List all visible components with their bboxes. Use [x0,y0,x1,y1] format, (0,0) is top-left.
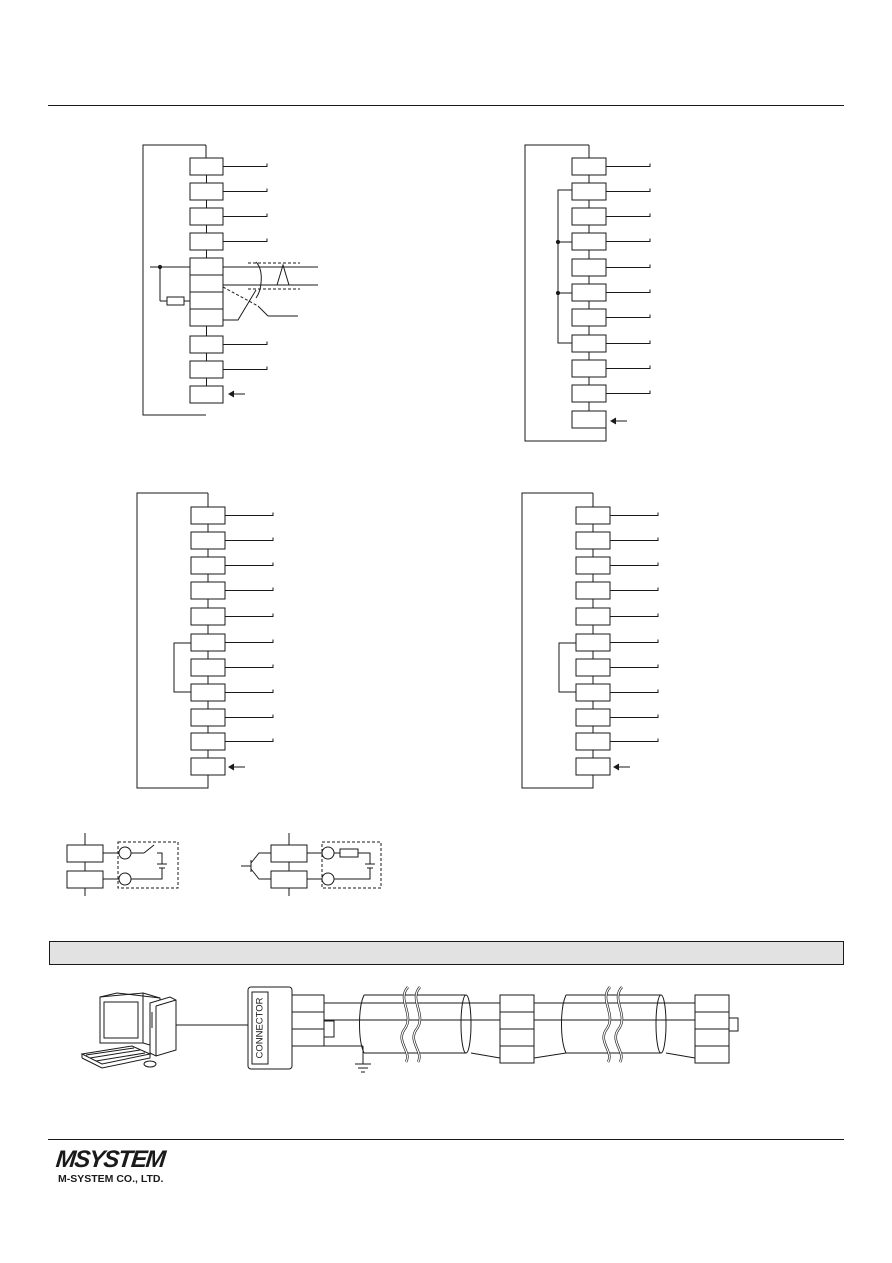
panel-a-terminal-11 [190,386,223,403]
panel-d-lead-5 [610,614,658,617]
panel-c-lead-3 [225,563,273,566]
panel-d-lead-2 [610,538,658,541]
panel-a-lead-9 [223,342,267,345]
panel-c-lead-7 [225,665,273,668]
panel-c-terminal-11 [191,758,225,775]
panel-a-lead-10 [223,367,267,370]
panel-b-lead-8 [606,341,650,344]
panel-d-terminal-3 [576,557,610,574]
panel-a-terminal-10 [190,361,223,378]
panel-a [143,145,318,415]
panel-d-terminal-9 [576,709,610,726]
panel-a-terminal-1 [190,158,223,175]
panel-a-lead-2 [223,189,267,192]
panel-c-lead-2 [225,538,273,541]
panel-d-lead-1 [610,513,658,516]
panel-c-terminal-8 [191,684,225,701]
pc-icon [82,993,176,1068]
msystem-logo [56,1147,164,1185]
panel-b-terminal-4 [572,233,606,250]
panel-b-terminal-6 [572,284,606,301]
panel-d-lead-9 [610,715,658,718]
panel-d-terminal-10 [576,733,610,750]
panel-c-lead-8 [225,690,273,693]
panel-c-lead-1 [225,513,273,516]
connector-label: CONNECTOR [254,997,266,1059]
panel-d-lead-8 [610,690,658,693]
panel-a-terminal-2 [190,183,223,200]
panel-d-lead-10 [610,739,658,742]
panel-c-terminal-5 [191,608,225,625]
panel-a-terminal-8 [190,309,223,326]
transistor-input-diagram [241,833,381,896]
panel-c-terminal-2 [191,532,225,549]
panel-b-terminal-9 [572,360,606,377]
panel-a-lead-3 [223,214,267,217]
panel-d-lead-6 [610,640,658,643]
panel-c-lead-6 [225,640,273,643]
panel-b-terminal-3 [572,208,606,225]
panel-c-terminal-1 [191,507,225,524]
panel-b-lead-10 [606,391,650,394]
panel-a-lead-4 [223,239,267,242]
panel-b-lead-9 [606,366,650,369]
panel-d-terminal-2 [576,532,610,549]
panel-d-terminal-11 [576,758,610,775]
panel-d [522,493,658,788]
panel-d-lead-4 [610,588,658,591]
panel-c-lead-9 [225,715,273,718]
company-name: M-SYSTEM CO., LTD. [58,1173,164,1185]
panel-a-terminal-6 [190,275,223,292]
panel-d-terminal-8 [576,684,610,701]
panel-b-terminal-7 [572,309,606,326]
panel-a-terminal-4 [190,233,223,250]
panel-b-terminal-10 [572,385,606,402]
panel-b-lead-5 [606,265,650,268]
panel-b-lead-1 [606,164,650,167]
panel-a-lead-1 [223,164,267,167]
panel-c-lead-10 [225,739,273,742]
panel-c-terminal-4 [191,582,225,599]
panel-d-terminal-1 [576,507,610,524]
panel-b-lead-7 [606,315,650,318]
panel-b-terminal-1 [572,158,606,175]
panel-b-terminal-2 [572,183,606,200]
panel-a-terminal-5 [190,258,223,275]
panel-c [137,493,273,788]
logo-mark: MSYSTEM [54,1146,166,1173]
panel-c-terminal-3 [191,557,225,574]
panel-d-lead-3 [610,563,658,566]
panel-a-terminal-3 [190,208,223,225]
network-diagram [82,987,738,1072]
network-node-2 [695,995,738,1063]
panel-b-lead-2 [606,189,650,192]
connector [248,987,334,1069]
panel-c-terminal-9 [191,709,225,726]
network-node-1 [500,995,534,1063]
panel-a-terminal-7 [190,292,223,309]
panel-b-lead-4 [606,239,650,242]
panel-d-terminal-6 [576,634,610,651]
panel-c-lead-5 [225,614,273,617]
panel-d-terminal-4 [576,582,610,599]
panel-c-terminal-6 [191,634,225,651]
panel-d-terminal-5 [576,608,610,625]
panel-b-terminal-5 [572,259,606,276]
panel-d-lead-7 [610,665,658,668]
panel-b [525,145,650,441]
panel-c-terminal-10 [191,733,225,750]
panel-c-lead-4 [225,588,273,591]
panel-b-lead-6 [606,290,650,293]
panel-b-terminal-11 [572,411,606,428]
contact-input-diagram [67,833,178,896]
panel-c-terminal-7 [191,659,225,676]
panel-a-terminal-9 [190,336,223,353]
panel-d-terminal-7 [576,659,610,676]
panel-b-lead-3 [606,214,650,217]
panel-b-terminal-8 [572,335,606,352]
